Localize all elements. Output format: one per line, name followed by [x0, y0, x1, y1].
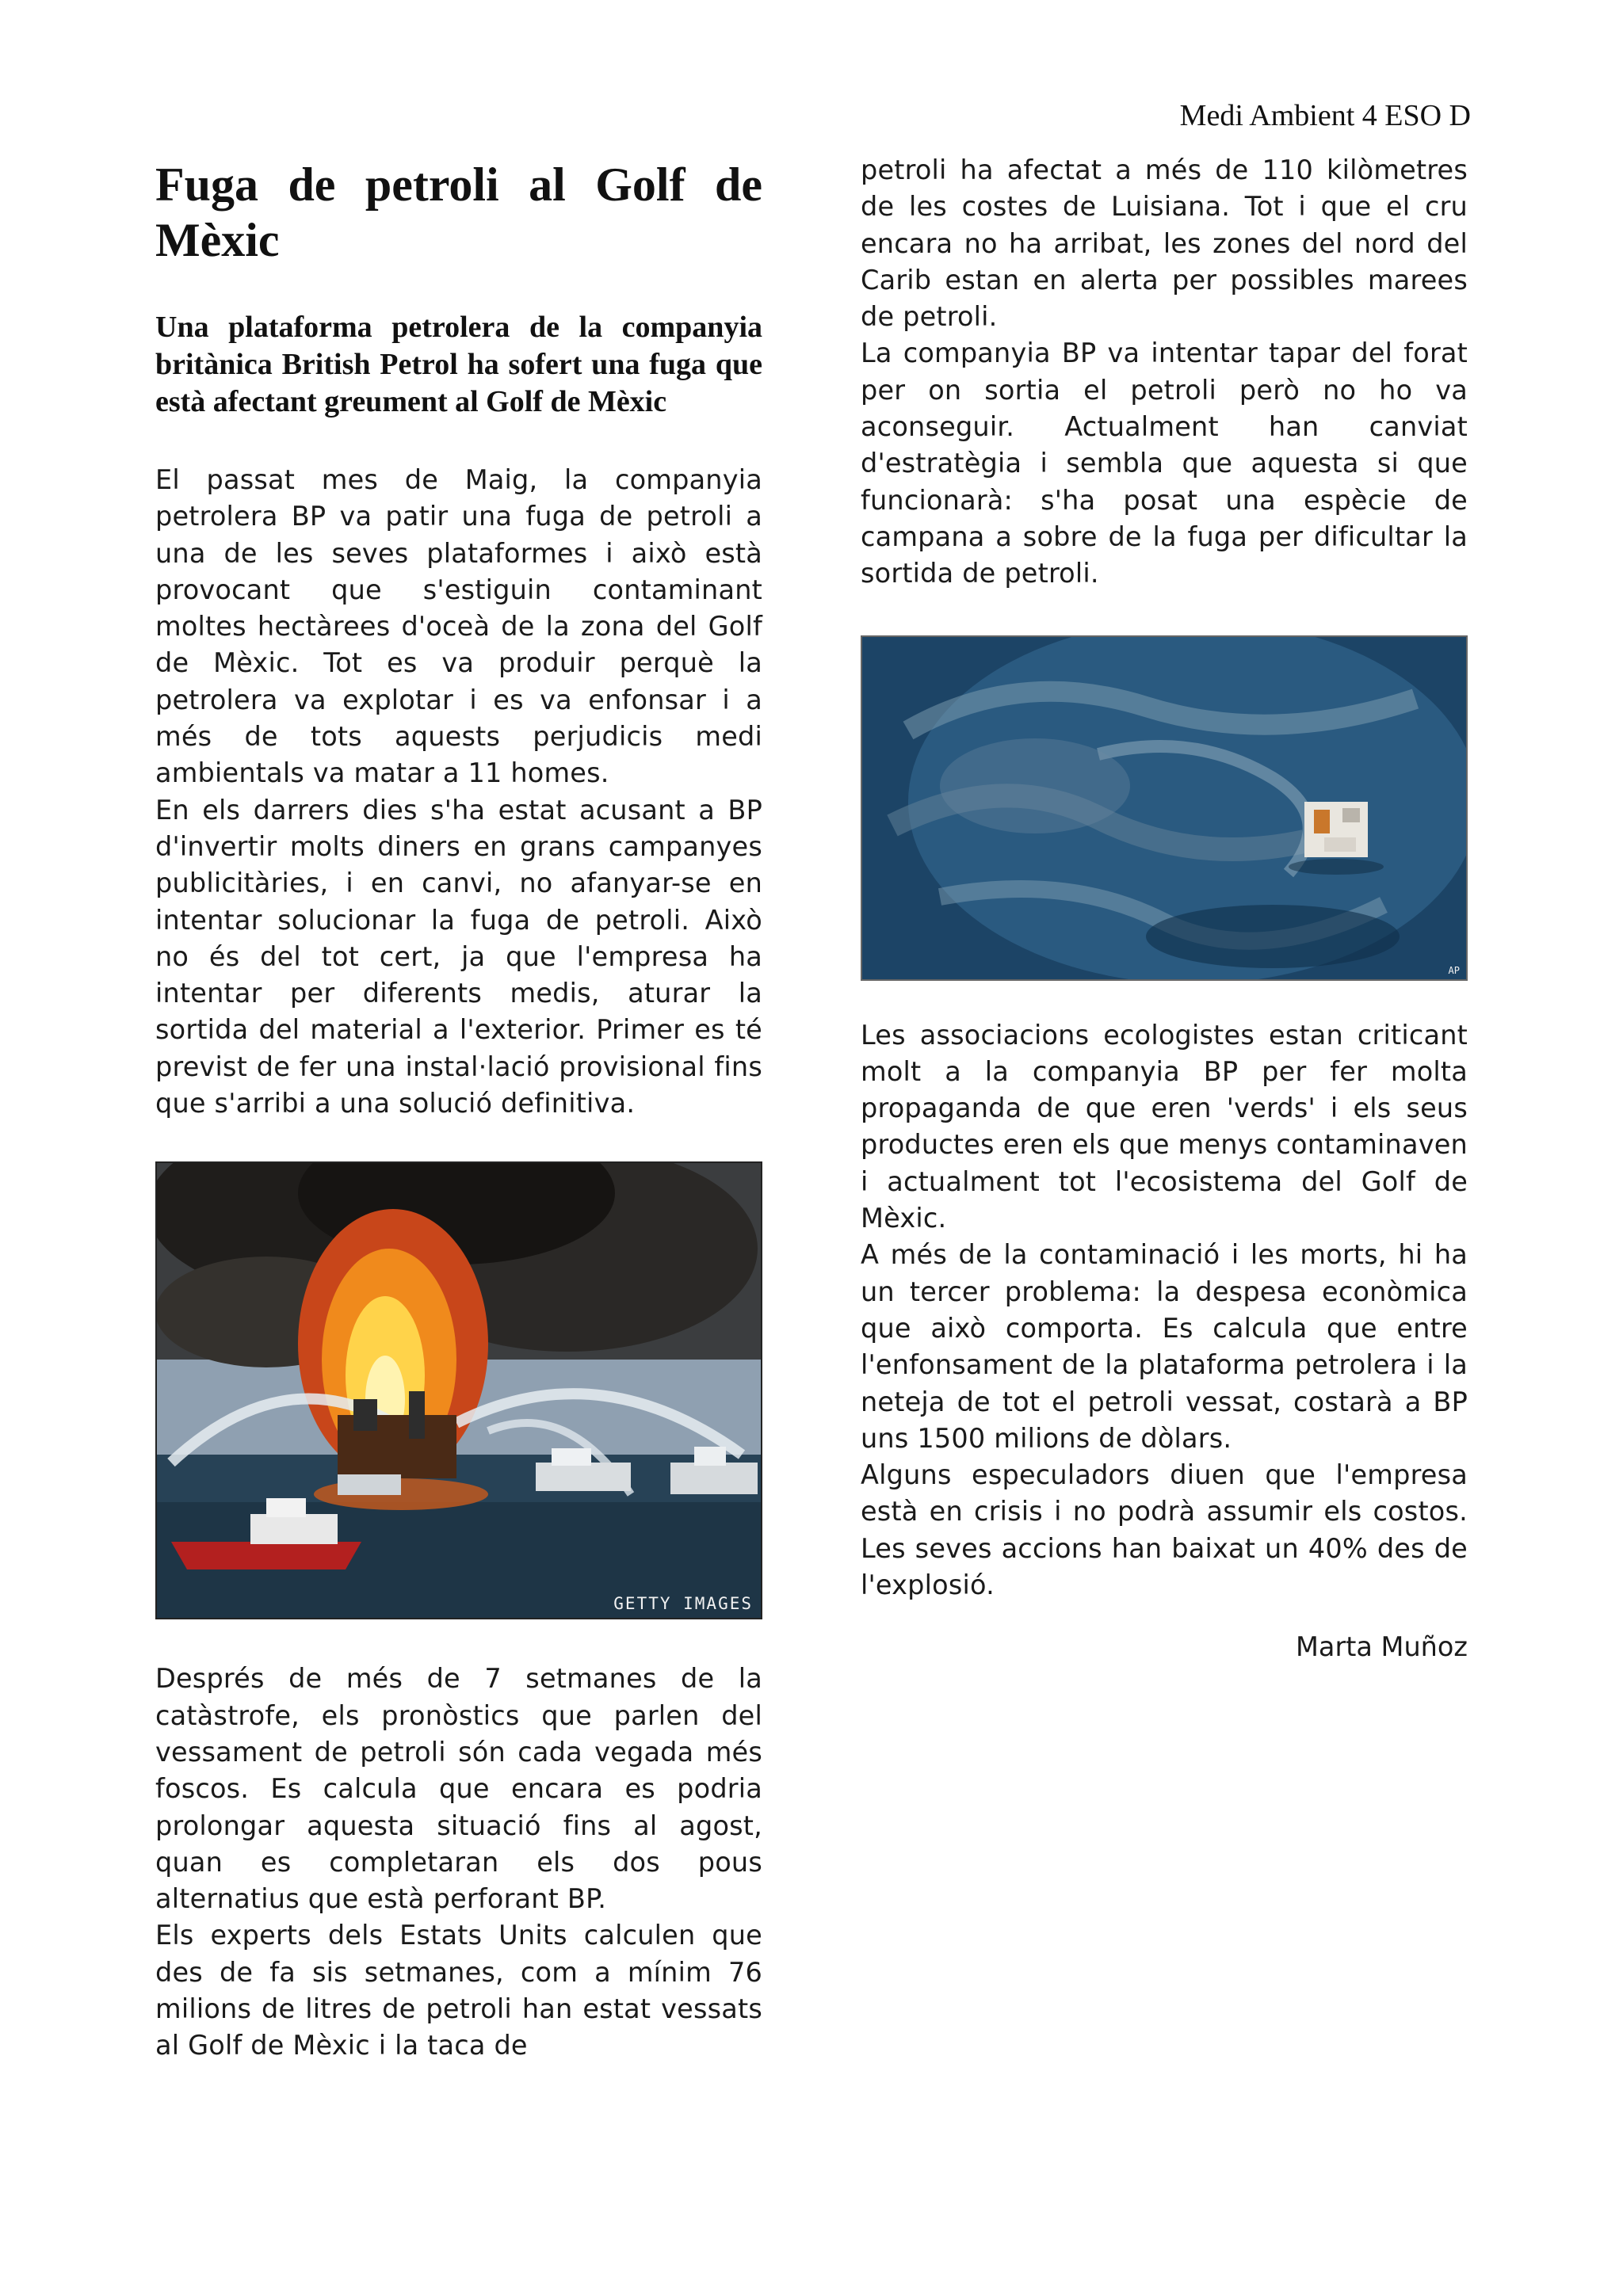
paragraph: El passat mes de Maig, la companyia petrolera BP va patir una fuga de petroli a una de les seves plataformes i això està provocant que s'estiguin contaminant moltes hectàrees d'oceà de la zona del Golf de Mèxic. Tot es va produir perquè la petrolera va explotar i es va enfonsar i a més de tots aquests perjudicis medi ambientals va matar a 11 homes.	[155, 464, 762, 789]
paragraph: Els experts dels Estats Units calculen que des de fa sis setmanes, com a mínim 76 milions de litres de petroli han estat vessats al Golf de Mèxic i la taca de	[155, 1920, 762, 2061]
article-title: Fuga de petroli al Golf de Mèxic	[155, 158, 762, 266]
left-column	[155, 157, 762, 2065]
oil-rig-fire-photo	[155, 1161, 762, 1619]
article-subtitle: Una plataforma petrolera de la companyia britànica British Petrol ha sofert una fuga que està afectant greument al Golf de Mèxic	[155, 311, 762, 418]
oil-spill-aerial-photo	[861, 635, 1468, 981]
paragraph: Les associacions ecologistes estan criticant molt a la companyia BP per fer molta propaganda de que eren 'verds' i els seus productes eren els que menys contaminaven i actualment tot l'ecosistema del Golf de Mèxic.	[861, 1019, 1468, 1234]
paragraph: En els darrers dies s'ha estat acusant a BP d'invertir molts diners en grans campanyes publicitàries, i en canvi, no afanyar-se en intentar solucionar la fuga de petroli. Això no és del tot cert, ja que l'empresa ha intentar per diferents medis, aturar la sortida del material a l'exterior. Primer es té previst de fer una instal·lació provisional fins que s'arribi a una solució definitiva.	[155, 794, 762, 1119]
paragraph: petroli ha afectat a més de 110 kilòmetres de les costes de Luisiana. Tot i que el cru encara no ha arribat, les zones del nord del Carib estan en alerta per possibles marees de petroli.	[861, 154, 1468, 333]
course-header: Medi Ambient 4 ESO D	[1179, 99, 1471, 132]
paragraph: La companyia BP va intentar tapar del forat per on sortia el petroli però no ho va aconseguir. Actualment han canviat d'estratègia i sembla que aquesta si que funcionarà: s'ha posat una espècie de campana a sobre de la fuga per dificultar la sortida de petroli.	[861, 338, 1468, 589]
paragraph: Després de més de 7 setmanes de la catàstrofe, els pronòstics que parlen del vessament de petroli són cada vegada més foscos. Es calcula que encara es podria prolongar aquesta situació fins al agost, quan es completaran els dos pous alternatius que està perforant BP.	[155, 1663, 762, 1915]
photo-credit: GETTY IMAGES	[613, 1594, 753, 1614]
photo-credit: AP	[1448, 964, 1460, 976]
author-signature: Marta Muñoz	[1296, 1631, 1468, 1663]
right-column	[861, 152, 1468, 1665]
paragraph: A més de la contaminació i les morts, hi ha un tercer problema: la despesa econòmica que això comporta. Es calcula que entre l'enfonsament de la plataforma petrolera i la neteja de tot el petroli vessat, costarà a BP uns 1500 milions de dòlars.	[861, 1239, 1468, 1454]
paragraph: Alguns especuladors diuen que l'empresa està en crisis i no podrà assumir els costos. Les seves accions han baixat un 40% des de l'explosió.	[861, 1459, 1468, 1601]
